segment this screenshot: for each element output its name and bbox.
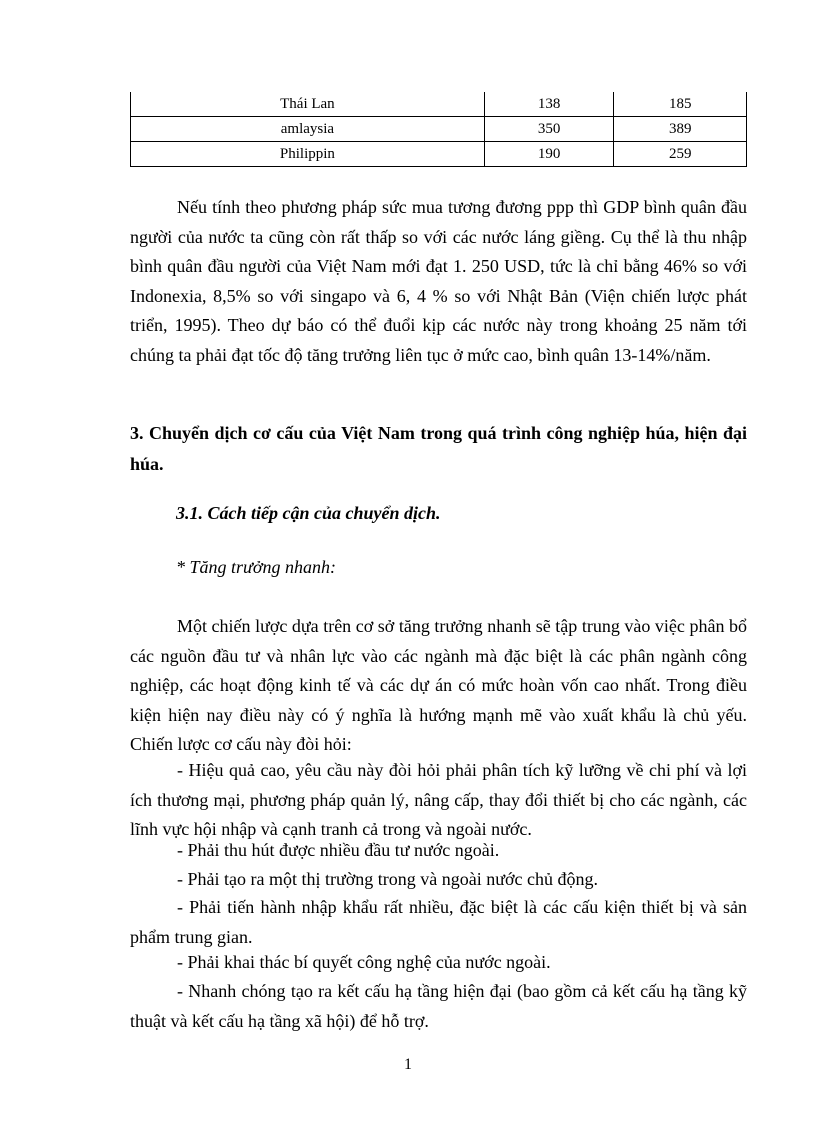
table-cell-value: 138 — [484, 92, 614, 117]
gdp-table — [130, 92, 747, 167]
list-item: - Phải tạo ra một thị trường trong và ngoài nước chủ động. — [177, 869, 598, 889]
emphasis-heading: * Tăng trưởng nhanh: — [176, 557, 336, 577]
table-row — [131, 117, 747, 142]
list-item: - Hiệu quả cao, yêu cầu này đòi hỏi phải phân tích kỹ lưỡng về chi phí và lợi ích thương mại, phương pháp quản lý, nâng cấp, thay đổi thiết bị cho các ngành, các lĩnh vực hội nhập và cạnh tranh cả trong và ngoài nước. — [130, 760, 747, 839]
table-row — [131, 142, 747, 167]
list-item: - Phải thu hút được nhiều đầu tư nước ngoài. — [177, 840, 500, 860]
paragraph-gdp-comparison: Nếu tính theo phương pháp sức mua tương đương ppp thì GDP bình quân đầu người của nước ta cũng còn rất thấp so với các nước láng giềng. Cụ thể là thu nhập bình quân đầu người của Việt Nam mới đạt 1. 250 USD, tức là chỉ bằng 46% so với Indonexia, 8,5% so với singapo và 6, 4 % so với Nhật Bản (Viện chiến lược phát triển, 1995). Theo dự báo có thể đuổi kịp các nước này trong khoảng 25 năm tới chúng ta phải đạt tốc độ tăng trưởng liên tục ở mức cao, bình quân 13-14%/năm. — [130, 197, 747, 365]
table-cell-value: 190 — [484, 142, 614, 167]
table-cell-value: 389 — [614, 117, 747, 142]
paragraph-strategy: Một chiến lược dựa trên cơ sở tăng trưởng nhanh sẽ tập trung vào việc phân bổ các nguồn đầu tư và nhân lực vào các ngành mà đặc biệt là các phân ngành công nghiệp, các hoạt động kinh tế và các dự án có mức hoàn vốn cao nhất. Trong điều kiện hiện nay điều này có ý nghĩa là hướng mạnh mẽ vào xuất khẩu là chủ yếu. Chiến lược cơ cấu này đòi hỏi: — [130, 616, 747, 754]
list-item: - Phải khai thác bí quyết công nghệ của nước ngoài. — [177, 952, 551, 972]
subsection-heading: 3.1. Cách tiếp cận của chuyển dịch. — [176, 503, 441, 523]
table-cell-country: Thái Lan — [131, 92, 485, 117]
table-cell-country: Philippin — [131, 142, 485, 167]
table-cell-value: 185 — [614, 92, 747, 117]
table-cell-country: amlaysia — [131, 117, 485, 142]
table-cell-value: 259 — [614, 142, 747, 167]
page-number: 1 — [404, 1056, 412, 1073]
table-cell-value: 350 — [484, 117, 614, 142]
list-item: - Nhanh chóng tạo ra kết cấu hạ tầng hiện đại (bao gồm cả kết cấu hạ tầng kỹ thuật và kết cấu hạ tầng xã hội) để hỗ trợ. — [130, 981, 747, 1031]
table-row — [131, 92, 747, 117]
section-heading: 3. Chuyển dịch cơ cấu của Việt Nam trong quá trình công nghiệp húa, hiện đại húa. — [130, 423, 747, 474]
list-item: - Phải tiến hành nhập khẩu rất nhiều, đặc biệt là các cấu kiện thiết bị và sản phẩm trung gian. — [130, 897, 747, 947]
